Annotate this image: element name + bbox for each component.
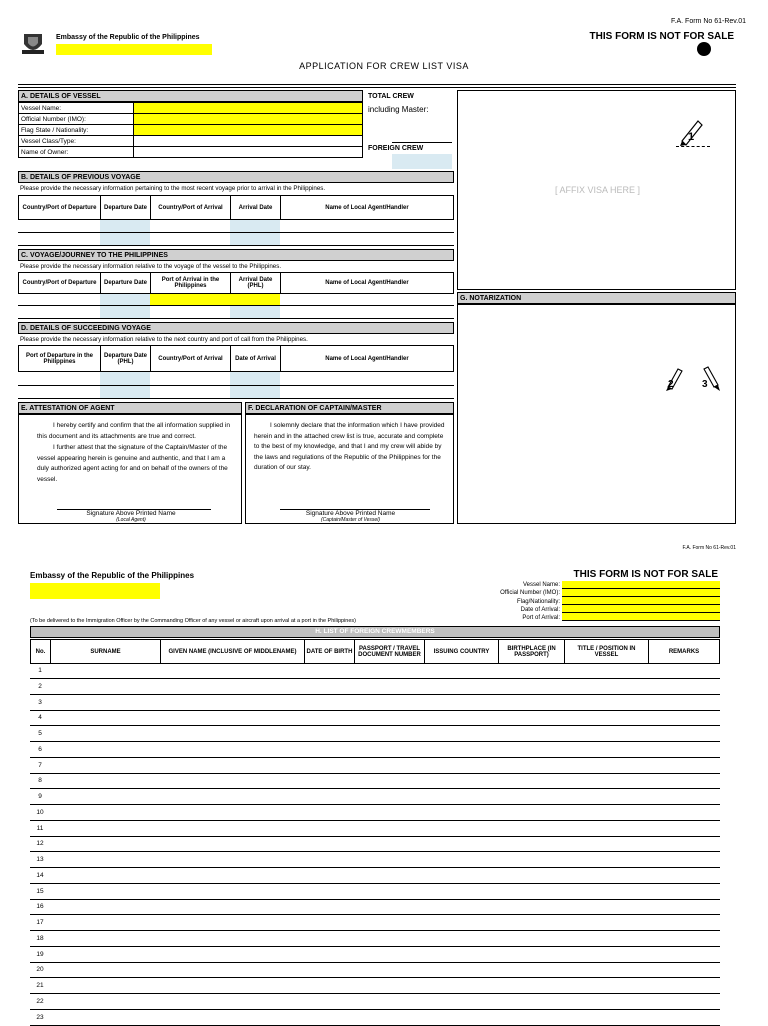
crew-row-line[interactable] bbox=[30, 993, 720, 994]
page2-not-for-sale: THIS FORM IS NOT FOR SALE bbox=[573, 569, 718, 580]
captain-signature-label: Signature Above Printed Name bbox=[305, 510, 396, 517]
crew-row-line[interactable] bbox=[30, 804, 720, 805]
including-master-label: including Master: bbox=[368, 105, 429, 114]
page2-field-labels bbox=[440, 581, 560, 622]
page2-flag-label: Flag/Nationality: bbox=[516, 598, 560, 605]
crew-list-table bbox=[30, 639, 720, 664]
page-title: APPLICATION FOR CREW LIST VISA bbox=[299, 61, 469, 71]
attestation-text-1: I hereby certify and confirm that the all information supplied in this document and its attachments are true and correct. bbox=[37, 422, 231, 440]
captain-role-label: (Captain/Master of Vessel) bbox=[320, 517, 380, 523]
delivery-note: (To be delivered to the Immigration Officer by the Commanding Officer of any vessel or aircraft upon arrival at a port in the Philippines) bbox=[30, 618, 356, 624]
crew-row-line[interactable] bbox=[30, 867, 720, 868]
notarization-box bbox=[457, 304, 736, 524]
declaration-box bbox=[245, 414, 454, 524]
col-d-departure-port: Port of Departure in the Philippines bbox=[19, 346, 101, 372]
page2-official-number-label: Official Number (IMO): bbox=[500, 590, 560, 597]
page2-arrival-port-label: Port of Arrival: bbox=[522, 615, 560, 622]
col-passport: PASSPORT / TRAVEL DOCUMENT NUMBER bbox=[355, 640, 425, 664]
col-departure-port: Country/Port of Departure bbox=[19, 196, 101, 220]
affix-visa-label: [ AFFIX VISA HERE ] bbox=[554, 185, 641, 195]
official-number-label: Official Number (IMO): bbox=[19, 114, 134, 125]
crew-row-line[interactable] bbox=[30, 725, 720, 726]
section-d-note: Please provide the necessary information relative to the next country and port of call from the Philippines. bbox=[20, 336, 308, 343]
succeeding-voyage-table bbox=[18, 345, 454, 372]
c-arrival-date-field[interactable] bbox=[230, 294, 280, 305]
pen-mark-1: 1 bbox=[688, 131, 695, 143]
crew-row-line[interactable] bbox=[30, 962, 720, 963]
crew-row-line[interactable] bbox=[30, 899, 720, 900]
col-c-local-agent: Name of Local Agent/Handler bbox=[281, 273, 454, 294]
crew-row-number: 7 bbox=[38, 761, 42, 769]
col-d-arrival-port: Country/Port of Arrival bbox=[151, 346, 231, 372]
vessel-class-field[interactable] bbox=[134, 136, 363, 147]
crew-row-number: 10 bbox=[36, 808, 44, 816]
page2-embassy-location-field[interactable] bbox=[30, 583, 160, 599]
vessel-name-field[interactable] bbox=[134, 103, 363, 114]
pen-mark-3: 3 bbox=[702, 379, 708, 390]
crew-row-number: 21 bbox=[36, 982, 44, 989]
col-c-departure-port: Country/Port of Departure bbox=[19, 273, 101, 294]
crew-row-number: 15 bbox=[36, 887, 44, 895]
declaration-text: I solemnly declare that the information which I have provided herein and in the attached crew list is true, accurate and complete to the best of my knowledge, and that I and my crew will abide by the laws and regulations of the Republic of the Philippines for the duration of our stay. bbox=[254, 422, 445, 471]
crew-row-line[interactable] bbox=[30, 914, 720, 915]
col-c-arrival-port: Port of Arrival in the Philippines bbox=[151, 273, 231, 294]
page2-flag-field[interactable] bbox=[562, 597, 720, 605]
col-remarks: REMARKS bbox=[649, 640, 720, 664]
col-c-arrival-date: Arrival Date (PHL) bbox=[231, 273, 281, 294]
affix-visa-box bbox=[457, 90, 736, 290]
vessel-class-label: Vessel Class/Type: bbox=[19, 136, 134, 147]
section-f-header: F. DECLARATION OF CAPTAIN/MASTER bbox=[245, 402, 454, 414]
page2-arrival-date-label: Date of Arrival: bbox=[520, 606, 560, 613]
crew-row-number: 6 bbox=[38, 745, 42, 753]
agent-signature-label: Signature Above Printed Name bbox=[86, 510, 176, 517]
crew-row-number: 11 bbox=[36, 824, 44, 832]
vessel-details-table bbox=[18, 102, 363, 158]
col-local-agent: Name of Local Agent/Handler bbox=[281, 196, 454, 220]
crew-row-number: 8 bbox=[38, 777, 42, 785]
crew-row-number: 22 bbox=[36, 997, 44, 1005]
crew-row-line[interactable] bbox=[30, 773, 720, 774]
crew-row-number: 13 bbox=[36, 856, 44, 863]
page2-arrival-date-field[interactable] bbox=[562, 605, 720, 613]
crew-row-number: 12 bbox=[36, 840, 44, 848]
section-b-header: B. DETAILS OF PREVIOUS VOYAGE bbox=[18, 171, 454, 183]
crew-row-line[interactable] bbox=[30, 883, 720, 884]
crew-row-number: 3 bbox=[38, 698, 42, 706]
page2-form-number: F.A. Form No 61-Rev.01 bbox=[682, 545, 736, 551]
crew-list-header: H. LIST OF FOREIGN CREWMEMBERS bbox=[30, 626, 720, 638]
crew-row-number: 14 bbox=[36, 871, 44, 879]
section-c-note: Please provide the necessary information relative to the voyage of the vessel to the Philippines. bbox=[20, 263, 282, 270]
vessel-name-label: Vessel Name: bbox=[19, 103, 134, 114]
crew-row-number: 17 bbox=[36, 919, 44, 926]
pen-icon-2 bbox=[662, 365, 686, 396]
col-issuing-country: ISSUING COUNTRY bbox=[425, 640, 499, 664]
section-d-header: D. DETAILS OF SUCCEEDING VOYAGE bbox=[18, 322, 454, 334]
col-title-position: TITLE / POSITION IN VESSEL bbox=[565, 640, 649, 664]
crew-row-line[interactable] bbox=[30, 757, 720, 758]
page2-vessel-name-label: Vessel Name: bbox=[522, 582, 560, 588]
crew-row-number: 4 bbox=[38, 714, 42, 722]
crew-row-number: 18 bbox=[36, 934, 44, 942]
crew-row-line[interactable] bbox=[30, 946, 720, 947]
flag-state-field[interactable] bbox=[134, 125, 363, 136]
crew-row-line[interactable] bbox=[30, 741, 720, 742]
attestation-text-2: I further attest that the signature of the Captain/Master of the vessel appearing herein is genuine and authentic, and that I am a duly authorized agent acting for and on behalf of the owners of the vessel. bbox=[37, 444, 228, 483]
crew-row-line[interactable] bbox=[30, 788, 720, 789]
crew-row-number: 19 bbox=[36, 950, 44, 958]
attestation-box bbox=[18, 414, 242, 524]
c-arrival-port-field[interactable] bbox=[150, 294, 230, 305]
crew-row-number: 5 bbox=[38, 730, 42, 737]
page2-official-number-field[interactable] bbox=[562, 589, 720, 597]
prev-departure-date-field[interactable] bbox=[100, 220, 150, 246]
foreign-crew-field[interactable] bbox=[392, 154, 452, 169]
col-d-local-agent: Name of Local Agent/Handler bbox=[281, 346, 454, 372]
crew-row-number: 2 bbox=[38, 682, 42, 690]
form-number: F.A. Form No 61-Rev.01 bbox=[671, 18, 746, 25]
crew-row-line[interactable] bbox=[30, 1025, 720, 1026]
col-arrival-date: Arrival Date bbox=[231, 196, 281, 220]
owner-name-label: Name of Owner: bbox=[19, 147, 134, 158]
col-c-departure-date: Departure Date bbox=[101, 273, 151, 294]
pen-mark-2: 2 bbox=[668, 379, 674, 390]
crew-row-line[interactable] bbox=[30, 678, 720, 679]
section-e-header: E. ATTESTATION OF AGENT bbox=[18, 402, 242, 414]
agent-role-label: (Local Agent) bbox=[116, 517, 146, 523]
page2-field-inputs bbox=[562, 581, 720, 621]
official-number-field[interactable] bbox=[134, 114, 363, 125]
flag-state-label: Flag State / Nationality: bbox=[19, 125, 134, 136]
col-no: No. bbox=[31, 640, 51, 664]
page2-vessel-name-field[interactable] bbox=[562, 581, 720, 589]
crew-row-number: 16 bbox=[36, 903, 44, 911]
not-for-sale-notice: THIS FORM IS NOT FOR SALE bbox=[589, 31, 734, 42]
total-crew-label: TOTAL CREW bbox=[368, 93, 414, 100]
page2-arrival-port-field[interactable] bbox=[562, 613, 720, 621]
col-departure-date: Departure Date bbox=[101, 196, 151, 220]
col-given-name: GIVEN NAME (INCLUSIVE OF MIDDLENAME) bbox=[161, 640, 305, 664]
prev-arrival-date-field[interactable] bbox=[230, 220, 280, 246]
embassy-seal-icon bbox=[20, 30, 46, 56]
section-a-header: A. DETAILS OF VESSEL bbox=[18, 90, 363, 102]
journey-table bbox=[18, 272, 454, 294]
crew-row-line[interactable] bbox=[30, 977, 720, 978]
col-birthplace: BIRTHPLACE (IN PASSPORT) bbox=[499, 640, 565, 664]
crew-row-line[interactable] bbox=[30, 694, 720, 695]
section-c-header: C. VOYAGE/JOURNEY TO THE PHILIPPINES bbox=[18, 249, 454, 261]
col-d-departure-date: Departure Date (PHL) bbox=[101, 346, 151, 372]
crew-row-line[interactable] bbox=[30, 1009, 720, 1010]
foreign-crew-label: FOREIGN CREW bbox=[368, 145, 424, 152]
hole-punch-dot bbox=[697, 42, 711, 56]
crew-row-line[interactable] bbox=[30, 710, 720, 711]
previous-voyage-table bbox=[18, 195, 454, 220]
col-arrival-port: Country/Port of Arrival bbox=[151, 196, 231, 220]
col-date-of-birth: DATE OF BIRTH bbox=[305, 640, 355, 664]
owner-name-field[interactable] bbox=[134, 147, 363, 158]
crew-row-line[interactable] bbox=[30, 851, 720, 852]
embassy-name: Embassy of the Republic of the Philippines bbox=[56, 34, 200, 41]
section-g-header: G. NOTARIZATION bbox=[457, 292, 736, 304]
page2-embassy-name: Embassy of the Republic of the Philippines bbox=[30, 571, 195, 580]
crew-row-line[interactable] bbox=[30, 836, 720, 837]
col-d-arrival-date: Date of Arrival bbox=[231, 346, 281, 372]
section-b-note: Please provide the necessary information pertaining to the most recent voyage prior to arrival in the Philippines. bbox=[20, 185, 326, 192]
crew-row-number: 1 bbox=[38, 667, 42, 674]
crew-row-line[interactable] bbox=[30, 820, 720, 821]
crew-row-line[interactable] bbox=[30, 930, 720, 931]
col-surname: SURNAME bbox=[51, 640, 161, 664]
crew-row-number: 20 bbox=[36, 966, 44, 974]
c-departure-date-field[interactable] bbox=[100, 294, 150, 318]
embassy-location-field[interactable] bbox=[56, 44, 212, 55]
crew-row-number: 23 bbox=[36, 1013, 44, 1021]
crew-row-number: 9 bbox=[38, 793, 42, 800]
